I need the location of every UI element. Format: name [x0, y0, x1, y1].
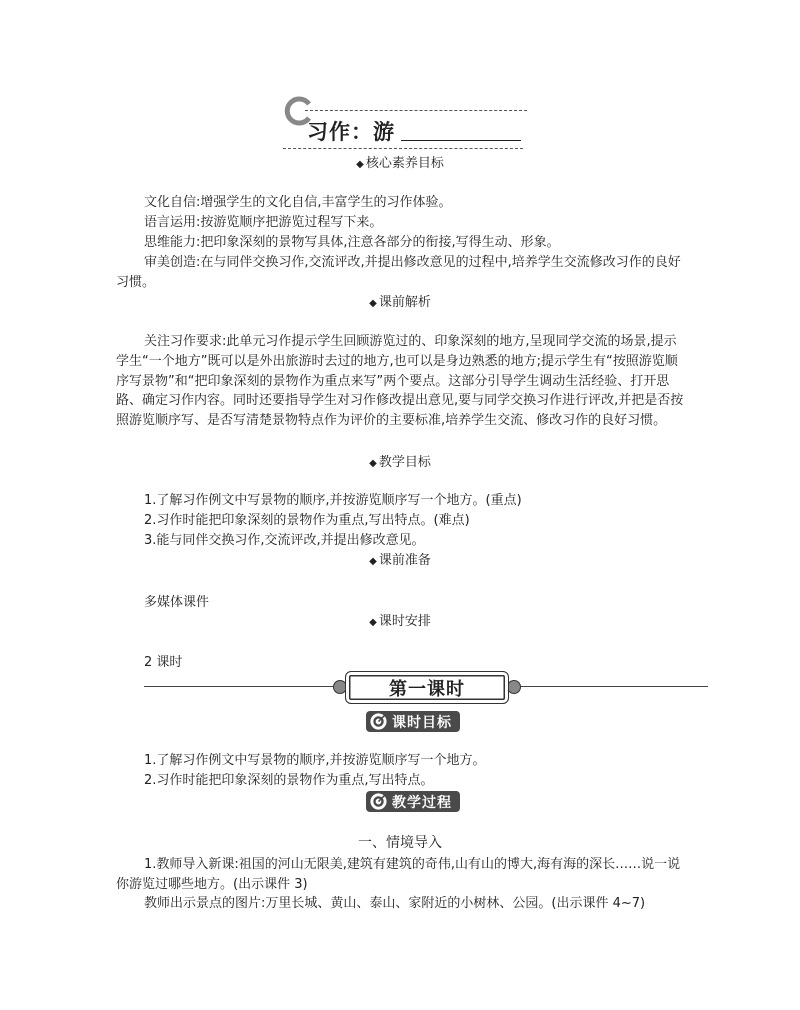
section-label: 课前解析 — [378, 295, 431, 310]
teaching-goal-item: 2.习作时能把印象深刻的景物作为重点,写出特点。(难点) — [144, 513, 470, 528]
section-heading-preparation — [0, 552, 800, 571]
teaching-goal-item: 3.能与同伴交换习作,交流评改,并提出修改意见。 — [144, 533, 425, 548]
preparation-text: 多媒体课件 — [144, 595, 210, 610]
divider-knob-right — [507, 680, 521, 694]
schedule-text: 2 课时 — [144, 655, 183, 670]
section-heading-pre-analysis — [0, 294, 800, 313]
title-bottom-dash — [283, 148, 523, 149]
page-title: 习作：游 — [307, 120, 395, 144]
step-heading: 一、情境导入 — [358, 835, 442, 851]
diamond-icon: ◆ — [369, 617, 377, 628]
divider-left — [144, 686, 340, 687]
analysis-paragraph: 关注习作要求:此单元习作提示学生回顾游览过的、印象深刻的地方,呈现同学交流的场景,提示学生“一个地方”既可以是外出旅游时去过的地方,也可以是身边熟悉的地方;提示学生有“按照游览顺序写景物”和“把印象深刻的景物作为重点来写”两个要点。这部分引导学生调动生活经验、打开思路、确定习作内容。同时还要指导学生对习作修改提出意见,要与同学交换习作进行评改,并把是否按照游览顺序写、是否写清楚景物特点作为评价的主要标准,培养学生交流、修改习作的良好习惯。 — [116, 334, 684, 429]
lesson-goals-label: 课时目标 — [392, 714, 452, 731]
teaching-goal-item: 1.了解习作例文中写景物的顺序,并按游览顺序写一个地方。(重点) — [144, 493, 522, 508]
lesson-goals-badge — [366, 711, 460, 732]
target-icon — [369, 712, 388, 731]
section-label: 课前准备 — [378, 553, 431, 568]
document-title-block — [283, 96, 528, 152]
diamond-icon: ◆ — [369, 298, 377, 309]
section-label: 课时安排 — [378, 614, 431, 629]
divider-right — [512, 686, 708, 687]
section-heading-teaching-goals — [0, 454, 800, 473]
section-label: 教学目标 — [378, 455, 431, 470]
target-icon — [369, 792, 388, 811]
diamond-icon: ◆ — [369, 556, 377, 567]
lesson-goal-item: 1.了解习作例文中写景物的顺序,并按游览顺序写一个地方。 — [144, 753, 486, 768]
core-goal-item: 思维能力:把印象深刻的景物写具体,注意各部分的衔接,写得生动、形象。 — [144, 235, 560, 250]
diamond-icon: ◆ — [369, 458, 377, 469]
section-label: 核心素养目标 — [365, 156, 444, 171]
process-paragraph: 教师出示景点的图片:万里长城、黄山、泰山、家附近的小树林、公园。(出示课件 4~7) — [144, 896, 646, 911]
section-heading-schedule — [0, 613, 800, 632]
section-heading-core-goals — [0, 155, 800, 174]
title-top-dash — [305, 110, 527, 111]
core-goal-item: 审美创造:在与同伴交换习作,交流评改,并提出修改意见的过程中,培养学生交流修改习作的良好习惯。 — [116, 255, 681, 290]
process-label: 教学过程 — [392, 794, 452, 811]
diamond-icon: ◆ — [356, 159, 364, 170]
process-badge — [366, 791, 460, 812]
process-paragraph: 1.教师导入新课:祖国的河山无限美,建筑有建筑的奇伟,山有山的博大,海有海的深长……说一说你游览过哪些地方。(出示课件 3) — [116, 857, 681, 892]
lesson-goal-item: 2.习作时能把印象深刻的景物作为重点,写出特点。 — [144, 773, 434, 788]
core-goal-item: 文化自信:增强学生的文化自信,丰富学生的习作体验。 — [144, 195, 452, 210]
lesson-title: 第一课时 — [345, 671, 509, 704]
title-blank-line — [401, 140, 521, 141]
core-goal-item: 语言运用:按游览顺序把游览过程写下来。 — [144, 215, 383, 230]
